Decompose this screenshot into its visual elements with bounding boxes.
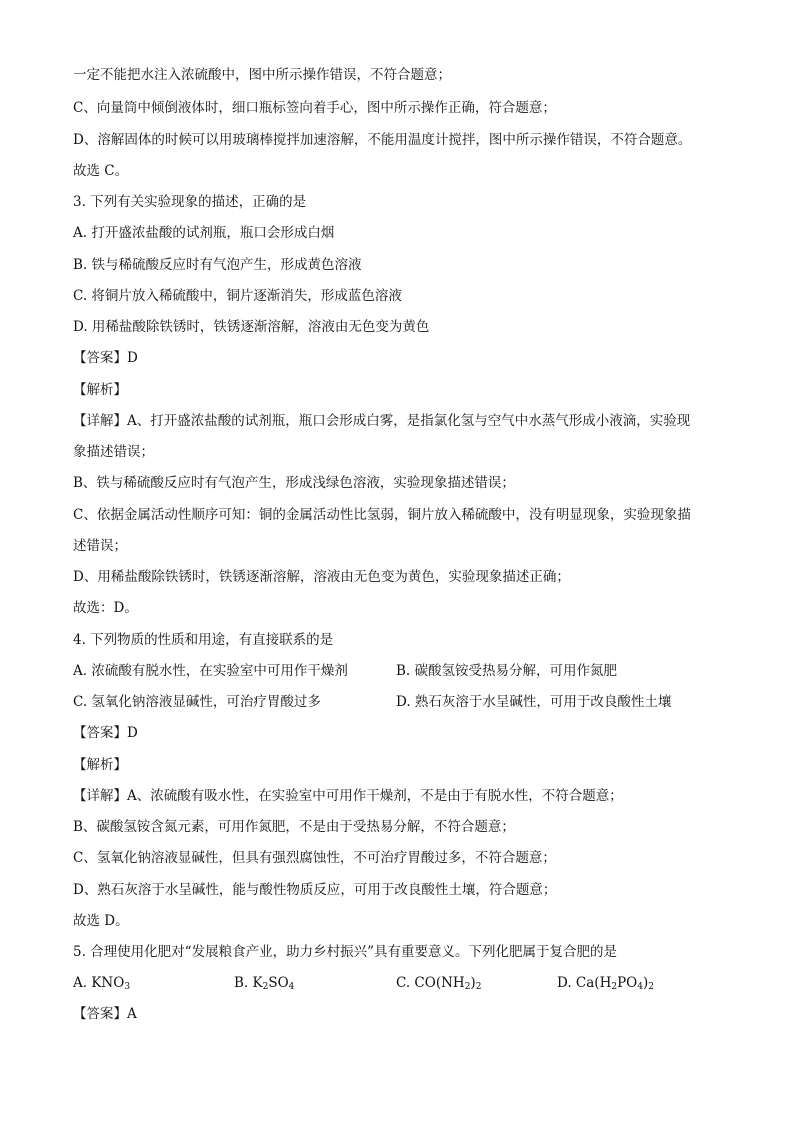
detail-line: 象描述错误； [73,444,154,460]
question-5-option-a: A. $KNO_3$ [73,975,131,992]
text-line: 一定不能把水注入浓硫酸中，图中所示操作错误，不符合题意； [73,67,451,83]
question-5-options-row [73,974,723,992]
analysis-label: 【解析】 [73,757,127,773]
detail-line: 【详解】A、浓硫酸有吸水性，在实验室中可用作干燥剂，不是由于有脱水性，不符合题意； [73,788,623,804]
text-line: 故选 C。 [73,163,129,179]
answer-label: 【答案】D [73,350,138,366]
question-4-option-b: B. 碳酸氢铵受热易分解，可用作氮肥 [396,663,618,679]
text-line: C、向量筒中倾倒液体时，细口瓶标签向着手心，图中所示操作正确，符合题意； [73,100,556,116]
question-4-option-a: A. 浓硫酸有脱水性，在实验室中可用作干燥剂 [73,663,348,679]
answer-label: 【答案】A [73,1006,137,1022]
detail-line: C、依据金属活动性顺序可知：铜的金属活动性比氢弱，铜片放入稀硫酸中，没有明显现象，实验现象描 [73,507,691,523]
question-3-option-b: B. 铁与稀硫酸反应时有气泡产生，形成黄色溶液 [73,257,362,273]
question-5-option-b: B. $K_2SO_4$ [234,975,295,992]
detail-line: 述错误； [73,538,127,554]
question-5-option-c: C. $CO(NH_2)_2$ [396,975,482,992]
question-3-option-d: D. 用稀盐酸除铁锈时，铁锈逐渐溶解，溶液由无色变为黄色 [73,319,430,335]
text-line: 故选 D。 [73,913,129,929]
question-4-option-d: D. 熟石灰溶于水呈碱性，可用于改良酸性土壤 [396,694,672,710]
detail-line: D、熟石灰溶于水呈碱性，能与酸性物质反应，可用于改良酸性土壤，符合题意； [73,882,557,898]
answer-label: 【答案】D [73,725,138,741]
question-4-options-row-2 [73,693,723,711]
question-4-option-c: C. 氢氧化钠溶液显碱性，可治疗胃酸过多 [73,694,321,710]
text-line: D、溶解固体的时候可以用玻璃棒搅拌加速溶解，不能用温度计搅拌，图中所示操作错误，不符合题意。 [73,132,692,148]
detail-line: C、氢氧化钠溶液显碱性，但具有强烈腐蚀性，不可治疗胃酸过多，不符合题意； [73,850,556,866]
question-5-option-d: D. $Ca(H_2PO_4)_2$ [557,975,654,992]
detail-line: D、用稀盐酸除铁锈时，铁锈逐渐溶解，溶液由无色变为黄色，实验现象描述正确； [73,569,570,585]
detail-line: 【详解】A、打开盛浓盐酸的试剂瓶，瓶口会形成白雾，是指氯化氢与空气中水蒸气形成小液滴，实验现 [73,413,691,429]
detail-line: B、碳酸氢铵含氮元素，可用作氮肥，不是由于受热易分解，不符合题意； [73,819,515,835]
analysis-label: 【解析】 [73,382,127,398]
question-3-stem: 3. 下列有关实验现象的描述，正确的是 [73,194,307,210]
question-4-options-row-1 [73,662,723,680]
question-4-stem: 4. 下列物质的性质和用途，有直接联系的是 [73,632,334,648]
question-3-option-c: C. 将铜片放入稀硫酸中，铜片逐渐消失，形成蓝色溶液 [73,288,402,304]
question-5-stem: 5. 合理使用化肥对“发展粮食产业，助力乡村振兴”具有重要意义。下列化肥属于复合肥的是 [73,944,617,960]
question-3-option-a: A. 打开盛浓盐酸的试剂瓶，瓶口会形成白烟 [73,225,335,241]
detail-line: B、铁与稀硫酸反应时有气泡产生，形成浅绿色溶液，实验现象描述错误； [73,475,515,491]
text-line: 故选：D。 [73,600,138,616]
